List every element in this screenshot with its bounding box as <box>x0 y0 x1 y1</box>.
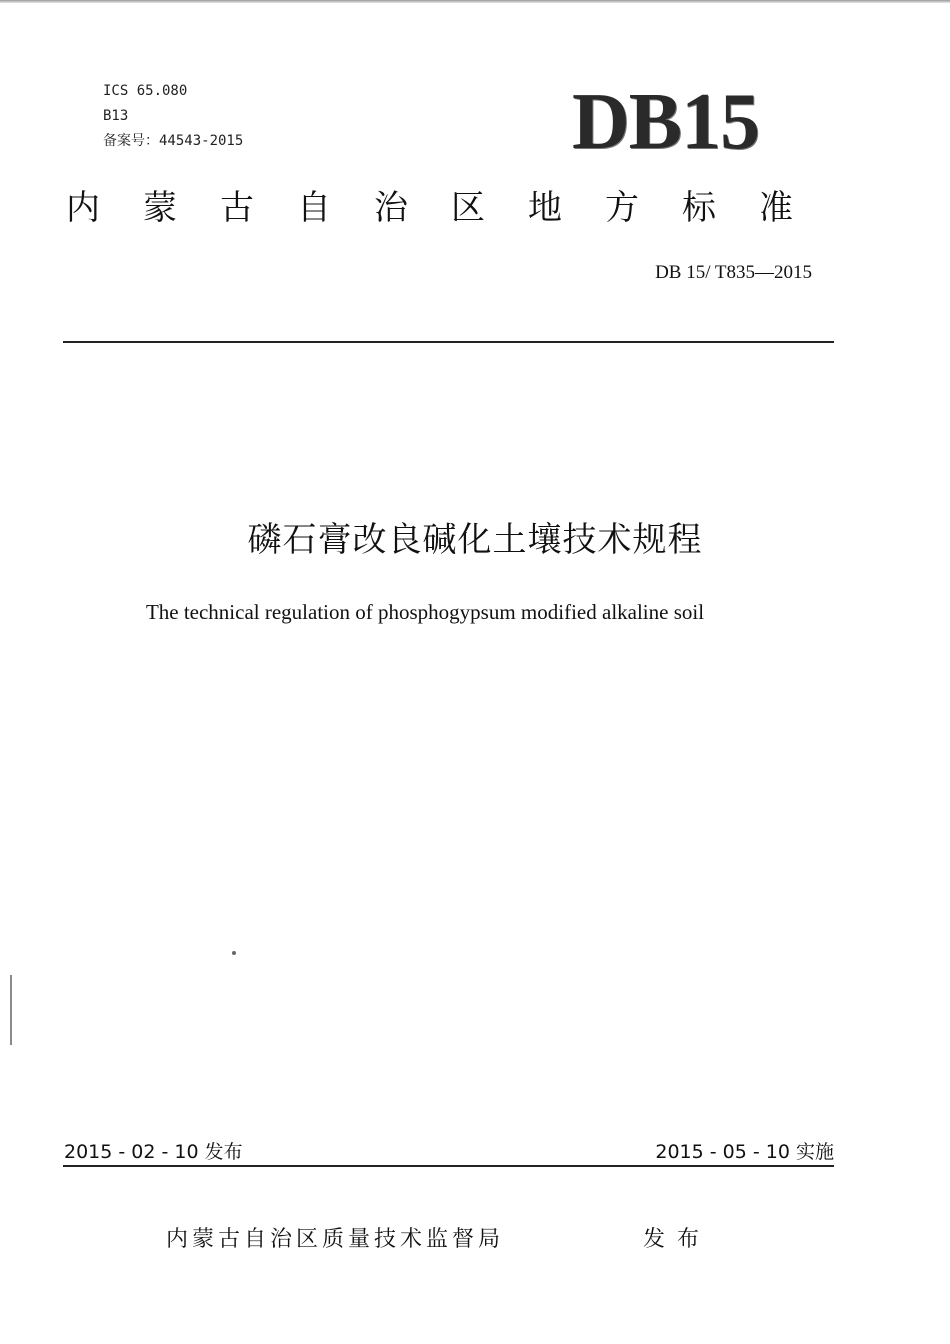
ics-code: ICS 65.080 <box>103 83 188 99</box>
publisher-name: 内蒙古自治区质量技术监督局 <box>166 1227 505 1252</box>
header-divider <box>63 341 834 343</box>
scan-speck <box>232 951 236 955</box>
footer-divider <box>63 1165 834 1167</box>
scan-top-edge <box>0 0 950 3</box>
publish-label: 发布 <box>643 1227 712 1252</box>
db15-logo: DB15 <box>572 78 760 166</box>
filing-number: 备案号：44543-2015 <box>103 133 244 149</box>
document-title-chinese: 磷石膏改良碱化土壤技术规程 <box>247 520 703 560</box>
scan-left-mark <box>10 975 12 1045</box>
standard-number: DB 15/ T835—2015 <box>655 262 812 283</box>
implementation-date: 2015 - 05 - 10 实施 <box>655 1141 834 1163</box>
issue-date: 2015 - 02 - 10 发布 <box>64 1141 243 1163</box>
ccs-code: B13 <box>103 108 129 124</box>
document-title-english: The technical regulation of phosphogypsum modified alkaline soil <box>145 600 705 624</box>
standard-type: 内蒙古自治区地方标准 <box>66 188 836 228</box>
